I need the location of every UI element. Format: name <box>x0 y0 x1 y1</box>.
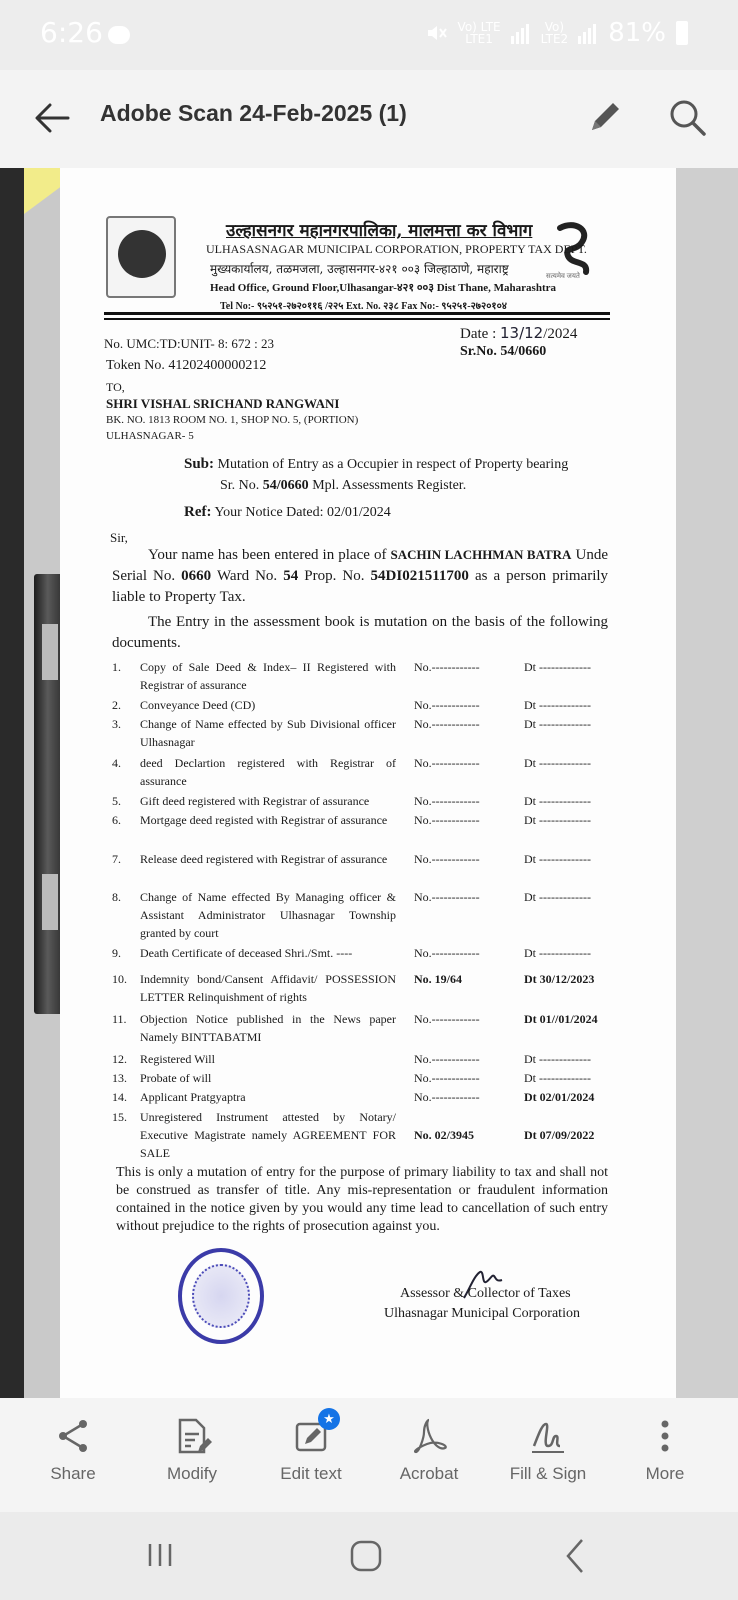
fill-sign-icon <box>528 1416 568 1456</box>
signal-lte1-label: Vo) LTE LTE1 <box>457 20 501 46</box>
more-vertical-icon <box>645 1416 685 1456</box>
handwritten-date: 13/12 <box>499 324 544 342</box>
scan-background-right <box>676 168 738 1398</box>
chevron-left-icon <box>546 1532 606 1580</box>
official-stamp <box>178 1248 264 1344</box>
status-bar <box>0 0 738 70</box>
more-button[interactable]: More <box>610 1416 720 1496</box>
status-indicators <box>424 18 688 48</box>
document-viewer[interactable] <box>0 168 738 1398</box>
municipal-seal-logo <box>106 216 176 298</box>
subject-line: Sub: Mutation of Entry as a Occupier in respect of Property bearing <box>184 456 569 472</box>
acrobat-button[interactable]: Acrobat <box>374 1416 484 1496</box>
addressee-name: SHRI VISHAL SRICHAND RANGWANI <box>106 396 340 411</box>
salutation: Sir, <box>110 530 128 545</box>
edit-text-button[interactable]: ★ Edit text <box>256 1416 366 1496</box>
signal-bars-2-icon <box>578 22 598 44</box>
clip-mark <box>42 624 58 680</box>
header-divider <box>104 318 610 320</box>
home-button[interactable] <box>336 1532 396 1580</box>
mute-icon <box>424 21 448 45</box>
battery-icon <box>676 21 688 45</box>
recent-apps-button[interactable] <box>130 1532 190 1580</box>
header-english: ULHASASNAGAR MUNICIPAL CORPORATION, PROPERTY TAX DEPT. <box>206 242 587 256</box>
signatory-title: Assessor & Collector of Taxes <box>400 1286 571 1301</box>
battery-percent: 81% <box>608 18 666 48</box>
share-icon <box>53 1416 93 1456</box>
reference-number: No. UMC:TD:UNIT- 8: 672 : 23 <box>104 336 274 351</box>
home-icon <box>336 1532 396 1580</box>
scanned-page: सत्यमेव जयते उल्हासनगर महानगरपालिका, मालमत्ता कर विभाग ULHASASNAGAR MUNICIPAL CORPORATION, PROPERTY TAX DEPT. मुख्यकार्यालय, तळमजला, उल्हासनगर-४२१ ००३ जिल्हाठाणे, महाराष्ट्र Head Office, Ground Floor,Ulhasangar-४२१ ००३ Dist Thane, Maharashtra Tel No:- ९५२५१-२७२०११६ /२२५ Ext. No. २३८ Fax No:- ९५२५१-२७२०१०४ No. UMC:TD:UNIT- 8: 672 : 23 Date : 13/12/2024 Token No. 41202400000212 Sr.No. 54/0660 TO, SHRI VISHAL SRICHAND RANGWANI BK. NO. 1813 ROOM NO. 1, SHOP NO. 5, (PORTION) ULHASNAGAR- 5 Sub: Mutation of Entry as a Occupier in respect of Property bearing Sr. No. 54/0660 Mpl. Assessments Register. Ref: Your Notice Dated: 02/01/2024 Sir, Your name has been entered in place of SACHIN LACHHMAN BATRA Unde Serial No. 0660 Ward No. 54 Prop. No. 54DI021511700 as a person primarily liable to Property Tax. The Entry in the assessment book is mutation on the basis of the following documents. 1. Copy of Sale Deed & Index– II Registered with Registrar of assurance No.------------ Dt ------------- 2. Conveyance Deed (CD) No.------------ Dt ------------- 3. Change of Name effected by Sub Divisional officer Ulhasnagar No.------------ Dt ------------- 4. deed Declartion registered with Registrar of assurance No.------------ Dt ------------- 5. Gift deed registered with Registrar of assurance No.------------ Dt ------------- 6. Mortgage deed registed with Registrar of assurance No.------------ Dt ------------- 7. Release deed registered with Registrar of assurance No.------------ Dt ------------- 8. Change of Name effected By Managing officer & Assistant Administrator Ulhasnagar Township granted by court No.------------ Dt ------------- 9. Death Certificate of deceased Shri./Smt. ---- No.------------ Dt ------------- 10. Indemnity bond/Cansent Affidavit/ POSSESSION LETTER Relinquishment of rights No. 19/64 Dt 30/12/2023 11. Objection Notice published in the News paper Namely BINTTABATMI No.------------ Dt 01//01/2024 12. Registered Will No.------------ Dt ------------- 13. Probate of will No.------------ Dt ------------- 14. Applicant Pratgyaptra No.------------ Dt 02/01/2024 15. Unregistered Instrument attested by Notary/ Executive Magistrate namely AGREEMENT FOR SALE No. 02/3945 Dt 07/09/2022 This is only a mutation of entry for the purpose of primary liability to tax and shall not be construed as transfer of title. Any mis-representation or fraudulent information contained in the notice given by you would any time lead to cancellation of such entry without prejudice to the rights of prosecution against you. Assessor & Collector of Taxes Ulhasnagar Municipal Corporation <box>60 168 676 1398</box>
search-button[interactable] <box>664 94 712 142</box>
address-line-1: BK. NO. 1813 ROOM NO. 1, SHOP NO. 5, (PORTION) <box>106 414 359 426</box>
arrow-left-icon <box>28 94 76 142</box>
recent-apps-icon <box>130 1532 190 1580</box>
subject-line-2: Sr. No. 54/0660 Mpl. Assessments Register. <box>220 478 467 493</box>
fill-sign-button[interactable]: Fill & Sign <box>493 1416 603 1496</box>
header-marathi-address: मुख्यकार्यालय, तळमजला, उल्हासनगर-४२१ ००३ जिल्हाठाणे, महाराष्ट्र <box>210 262 509 276</box>
reference-line: Ref: Your Notice Dated: 02/01/2024 <box>184 504 391 520</box>
emblem-caption: सत्यमेव जयते <box>546 272 580 280</box>
clip-mark <box>42 874 58 930</box>
serial-number: Sr.No. 54/0660 <box>460 344 547 359</box>
signal-lte2-label: Vo) LTE2 <box>540 20 569 46</box>
to-label: TO, <box>106 380 125 394</box>
message-notification-icon <box>108 26 130 44</box>
disclaimer-paragraph: This is only a mutation of entry for the purpose of primary liability to tax and shall not be construed as transfer of title. Any mis-representation or fraudulent information contained in the notice given by you would any time lead to cancellation of such entry without prejudice to the rights of prosecution against you. <box>116 1165 608 1234</box>
status-time: 6:26 <box>40 16 103 49</box>
app-bar <box>0 70 738 168</box>
token-number: Token No. 41202400000212 <box>106 358 267 373</box>
signal-bars-1-icon <box>511 22 531 44</box>
system-navigation-bar <box>0 1512 738 1600</box>
signatory-organization: Ulhasnagar Municipal Corporation <box>384 1306 580 1321</box>
modify-button[interactable]: Modify <box>137 1416 247 1496</box>
back-nav-button[interactable] <box>546 1532 606 1580</box>
letter-date: Date : 13/12/2024 <box>460 324 578 342</box>
bottom-toolbar <box>0 1398 738 1512</box>
modify-document-icon <box>172 1416 212 1456</box>
acrobat-icon <box>409 1416 449 1456</box>
back-button[interactable] <box>28 94 76 142</box>
body-paragraph-2: The Entry in the assessment book is mutation on the basis of the following documents. <box>112 614 608 651</box>
search-icon <box>664 94 712 142</box>
document-title: Adobe Scan 24-Feb-2025 (1) <box>100 100 407 126</box>
body-paragraph-1: Your name has been entered in place of SACHIN LACHHMAN BATRA Unde Serial No. 0660 Ward No. 54 Prop. No. 54DI021511700 as a person primarily liable to Property Tax. <box>112 547 609 605</box>
pencil-icon <box>580 94 628 142</box>
share-button[interactable]: Share <box>18 1416 128 1496</box>
header-marathi: उल्हासनगर महानगरपालिका, मालमत्ता कर विभाग <box>226 221 533 241</box>
header-office-address: Head Office, Ground Floor,Ulhasangar-४२१ ००३ Dist Thane, Maharashtra <box>210 282 556 294</box>
rename-button[interactable] <box>580 94 628 142</box>
header-telephone: Tel No:- ९५२५१-२७२०११६ /२२५ Ext. No. २३८ Fax No:- ९५२५१-२७२०१०४ <box>220 301 508 312</box>
star-badge-icon: ★ <box>318 1408 340 1430</box>
header-divider <box>104 312 610 315</box>
address-line-2: ULHASNAGAR- 5 <box>106 430 194 442</box>
